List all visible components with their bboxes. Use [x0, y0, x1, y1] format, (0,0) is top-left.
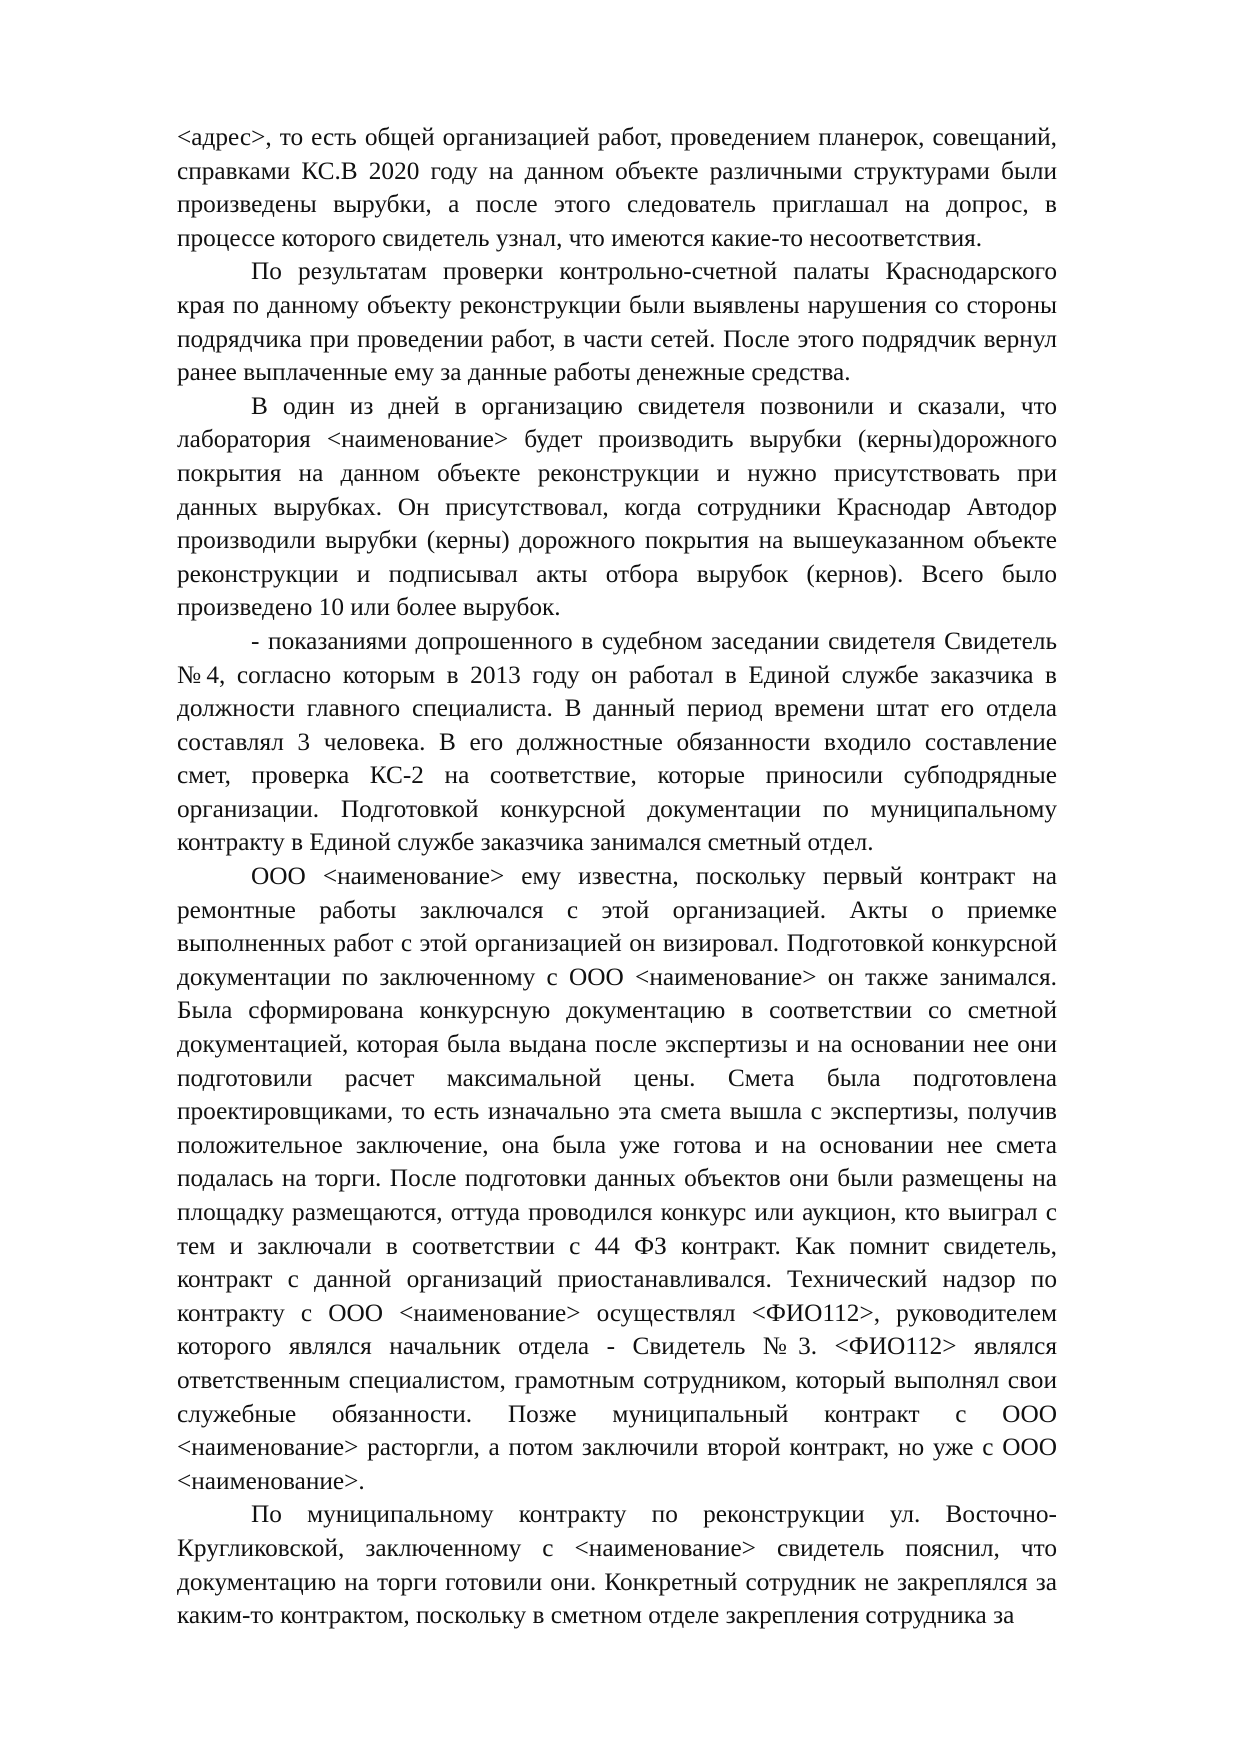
paragraph-2: По результатам проверки контрольно-счетной палаты Краснодарского края по данному объекту реконструкции были выявлены нарушения со стороны подрядчика при проведении работ, в части сетей. После этого подрядчик вернул ранее выплаченные ему за данные работы денежные средства. [177, 257, 1057, 387]
document-body [177, 121, 1057, 1633]
paragraph-1: <адрес>, то есть общей организацией работ, проведением планерок, совещаний, справками КС.В 2020 году на данном объекте различными структурами были произведены вырубки, а после этого следователь приглашал на допрос, в процессе которого свидетель узнал, что имеются какие-то несоответствия. [177, 123, 1057, 252]
paragraph-5: ООО <наименование> ему известна, поскольку первый контракт на ремонтные работы заключался с этой организацией. Акты о приемке выполненных работ с этой организацией он визировал. Подготовкой конкурсной документации по заключенному с ООО <наименование> он также занимался. Была сформирована конкурсную документацию в соответствии со сметной документацией, которая была выдана после экспертизы и на основании нее они подготовили расчет максимальной цены. Смета была подготовлена проектировщиками, то есть изначально эта смета вышла с экспертизы, получив положительное заключение, она была уже готова и на основании нее смета подалась на торги. После подготовки данных объектов они были размещены на площадку размещаются, оттуда проводился конкурс или аукцион, кто выиграл с тем и заключали в соответствии с 44 ФЗ контракт. Как помнит свидетель, контракт с данной организаций приостанавливался. Технический надзор по контракту с ООО <наименование> осуществлял <ФИО112>, руководителем которого являлся начальник отдела - Свидетель №3. <ФИО112> являлся ответственным специалистом, грамотным сотрудником, который выполнял свои служебные обязанности. Позже муниципальный контракт с ООО <наименование> расторгли, а потом заключили второй контракт, но уже с ООО <наименование>. [177, 862, 1057, 1495]
paragraph-3: В один из дней в организацию свидетеля позвонили и сказали, что лаборатория <наименование> будет производить вырубки (керны)дорожного покрытия на данном объекте реконструкции и нужно присутствовать при данных вырубках. Он присутствовал, когда сотрудники Краснодар Автодор производили вырубки (керны) дорожного покрытия на вышеуказанном объекте реконструкции и подписывал акты отбора вырубок (кернов). Всего было произведено 10 или более вырубок. [177, 391, 1057, 622]
paragraph-6: По муниципальному контракту по реконструкции ул. Восточно-Кругликовской, заключенному с <наименование> свидетель пояснил, что документацию на торги готовили они. Конкретный сотрудник не закреплялся за каким-то контрактом, поскольку в сметном отделе закрепления сотрудника за [177, 1500, 1057, 1630]
paragraph-4: - показаниями допрошенного в судебном заседании свидетеля Свидетель №4, согласно которым в 2013 году он работал в Единой службе заказчика в должности главного специалиста. В данный период времени штат его отдела составлял 3 человека. В его должностные обязанности входило составление смет, проверка КС-2 на соответствие, которые приносили субподрядные организации. Подготовкой конкурсной документации по муниципальному контракту в Единой службе заказчика занимался сметный отдел. [177, 626, 1057, 857]
